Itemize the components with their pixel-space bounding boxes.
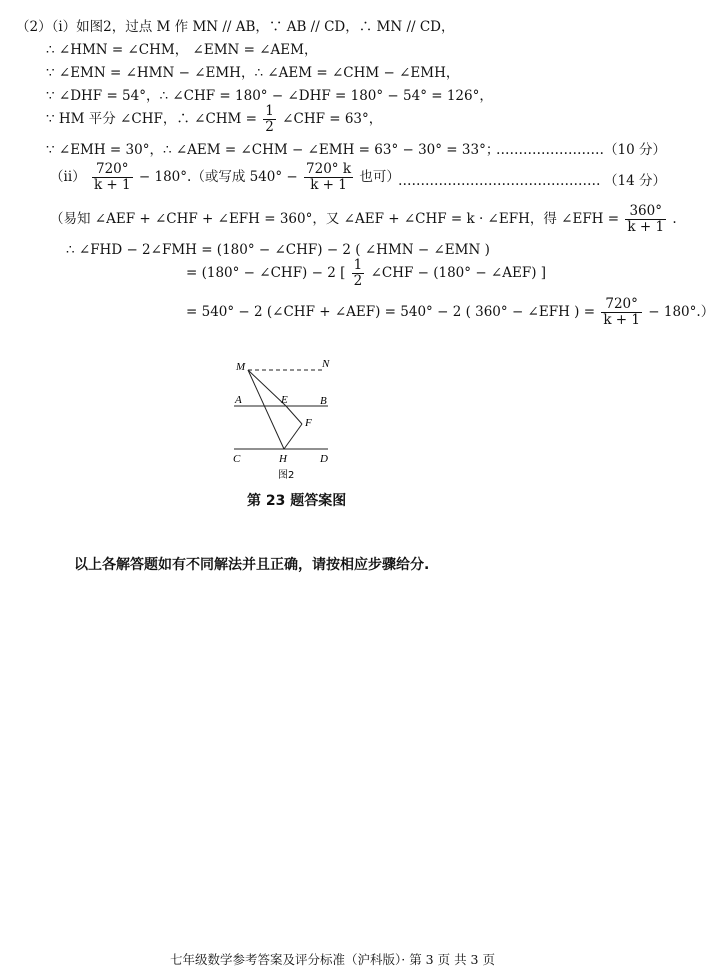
figure-caption: 第 23 题答案图 xyxy=(247,493,347,509)
fraction-720-over-k1 xyxy=(601,297,642,328)
fraction-one-half xyxy=(263,104,276,135)
fraction-denominator: 2 xyxy=(265,119,274,135)
segment-EF xyxy=(286,406,302,424)
line11-text-a: = 540° − 2 (∠CHF + ∠AEF) = 540° − 2 ( 360° − ∠EFH ) = xyxy=(186,304,596,320)
line10-text-b: ∠CHF − (180° − ∠AEF) ] xyxy=(370,265,547,281)
solution-line-4: ∵ ∠DHF = 54°，∴ ∠CHF = 180° − ∠DHF = 180° − 54° = 126°， xyxy=(46,88,493,104)
fraction-denominator: 2 xyxy=(353,273,363,289)
fraction-denominator: k + 1 xyxy=(603,312,640,328)
solution-line-9: ∴ ∠FHD − 2∠FMH = (180° − ∠CHF) − 2 ( ∠HMN − ∠EMN ) xyxy=(66,242,490,258)
fraction-numerator: 1 xyxy=(353,257,363,273)
line5-text-b: ∠CHF = 63°， xyxy=(282,111,383,127)
fraction-720-over-k1 xyxy=(92,162,133,193)
fraction-numerator: 720° xyxy=(601,297,642,313)
point-label-E: E xyxy=(281,394,288,406)
grading-note: 以上各解答题如有不同解法并且正确，请按相应步骤给分. xyxy=(74,557,430,573)
solution-line-10 xyxy=(186,258,546,289)
point-label-M: M xyxy=(236,361,246,373)
solution-line-6: ∵ ∠EMH = 30°，∴ ∠AEM = ∠CHM − ∠EMH = 63° − 30° = 33°； xyxy=(46,142,500,158)
fraction-360-over-k1 xyxy=(625,204,666,235)
point-label-D: D xyxy=(320,453,328,465)
score-14: （14 分） xyxy=(604,173,666,189)
dot-leader: ……………………………………… xyxy=(398,173,601,189)
line8-text-a: （易知 ∠AEF + ∠CHF + ∠EFH = 360°，又 ∠AEF + ∠CHF = k · ∠EFH，得 ∠EFH = xyxy=(50,211,620,227)
solution-line-7 xyxy=(50,162,400,193)
fraction-one-half xyxy=(352,258,365,289)
point-label-H: H xyxy=(279,453,287,465)
score-10: （10 分） xyxy=(604,142,666,158)
fraction-denominator: k + 1 xyxy=(310,177,347,193)
point-label-C: C xyxy=(233,453,241,465)
line11-text-b: − 180°.） xyxy=(648,304,714,320)
geometry-figure xyxy=(228,356,358,486)
fraction-720k-over-k1 xyxy=(304,162,353,193)
solution-line-5 xyxy=(46,104,382,135)
solution-line-8 xyxy=(50,204,677,235)
point-label-F: F xyxy=(305,417,312,429)
point-label-B: B xyxy=(320,395,327,407)
page-footer: 七年级数学参考答案及评分标准（沪科版）· 第 3 页 共 3 页 xyxy=(170,952,495,967)
dot-leader: …………………… xyxy=(496,142,604,158)
fraction-denominator: k + 1 xyxy=(627,219,665,235)
solution-line-11 xyxy=(186,297,714,328)
segment-MH xyxy=(248,370,284,449)
fraction-numerator: 720° k xyxy=(306,161,352,177)
solution-line-3: ∵ ∠EMN = ∠HMN − ∠EMH，∴ ∠AEM = ∠CHM − ∠EMH， xyxy=(46,65,460,81)
line7-text-b: − 180°.（或写成 540° − xyxy=(138,169,298,185)
fraction-numerator: 1 xyxy=(265,103,274,119)
solution-line-2: ∴ ∠HMN = ∠CHM， ∠EMN = ∠AEM， xyxy=(46,42,318,58)
point-label-N: N xyxy=(322,358,330,370)
figure-subcaption: 图2 xyxy=(278,470,295,481)
line7-text-c: 也可） xyxy=(359,169,400,185)
segment-FH xyxy=(284,424,302,449)
fraction-numerator: 360° xyxy=(625,204,666,220)
fraction-numerator: 720° xyxy=(92,162,133,178)
point-label-A: A xyxy=(235,394,242,406)
solution-line-1: （2）（i）如图2，过点 M 作 MN // AB，∵ AB // CD，∴ MN // CD， xyxy=(16,19,455,35)
part-ii-label: （ii） xyxy=(50,169,86,185)
fraction-denominator: k + 1 xyxy=(93,177,131,193)
line10-text-a: = (180° − ∠CHF) − 2 [ xyxy=(186,265,346,281)
line5-text-a: ∵ HM 平分 ∠CHF，∴ ∠CHM = xyxy=(46,111,257,127)
line8-text-b: . xyxy=(672,211,677,227)
